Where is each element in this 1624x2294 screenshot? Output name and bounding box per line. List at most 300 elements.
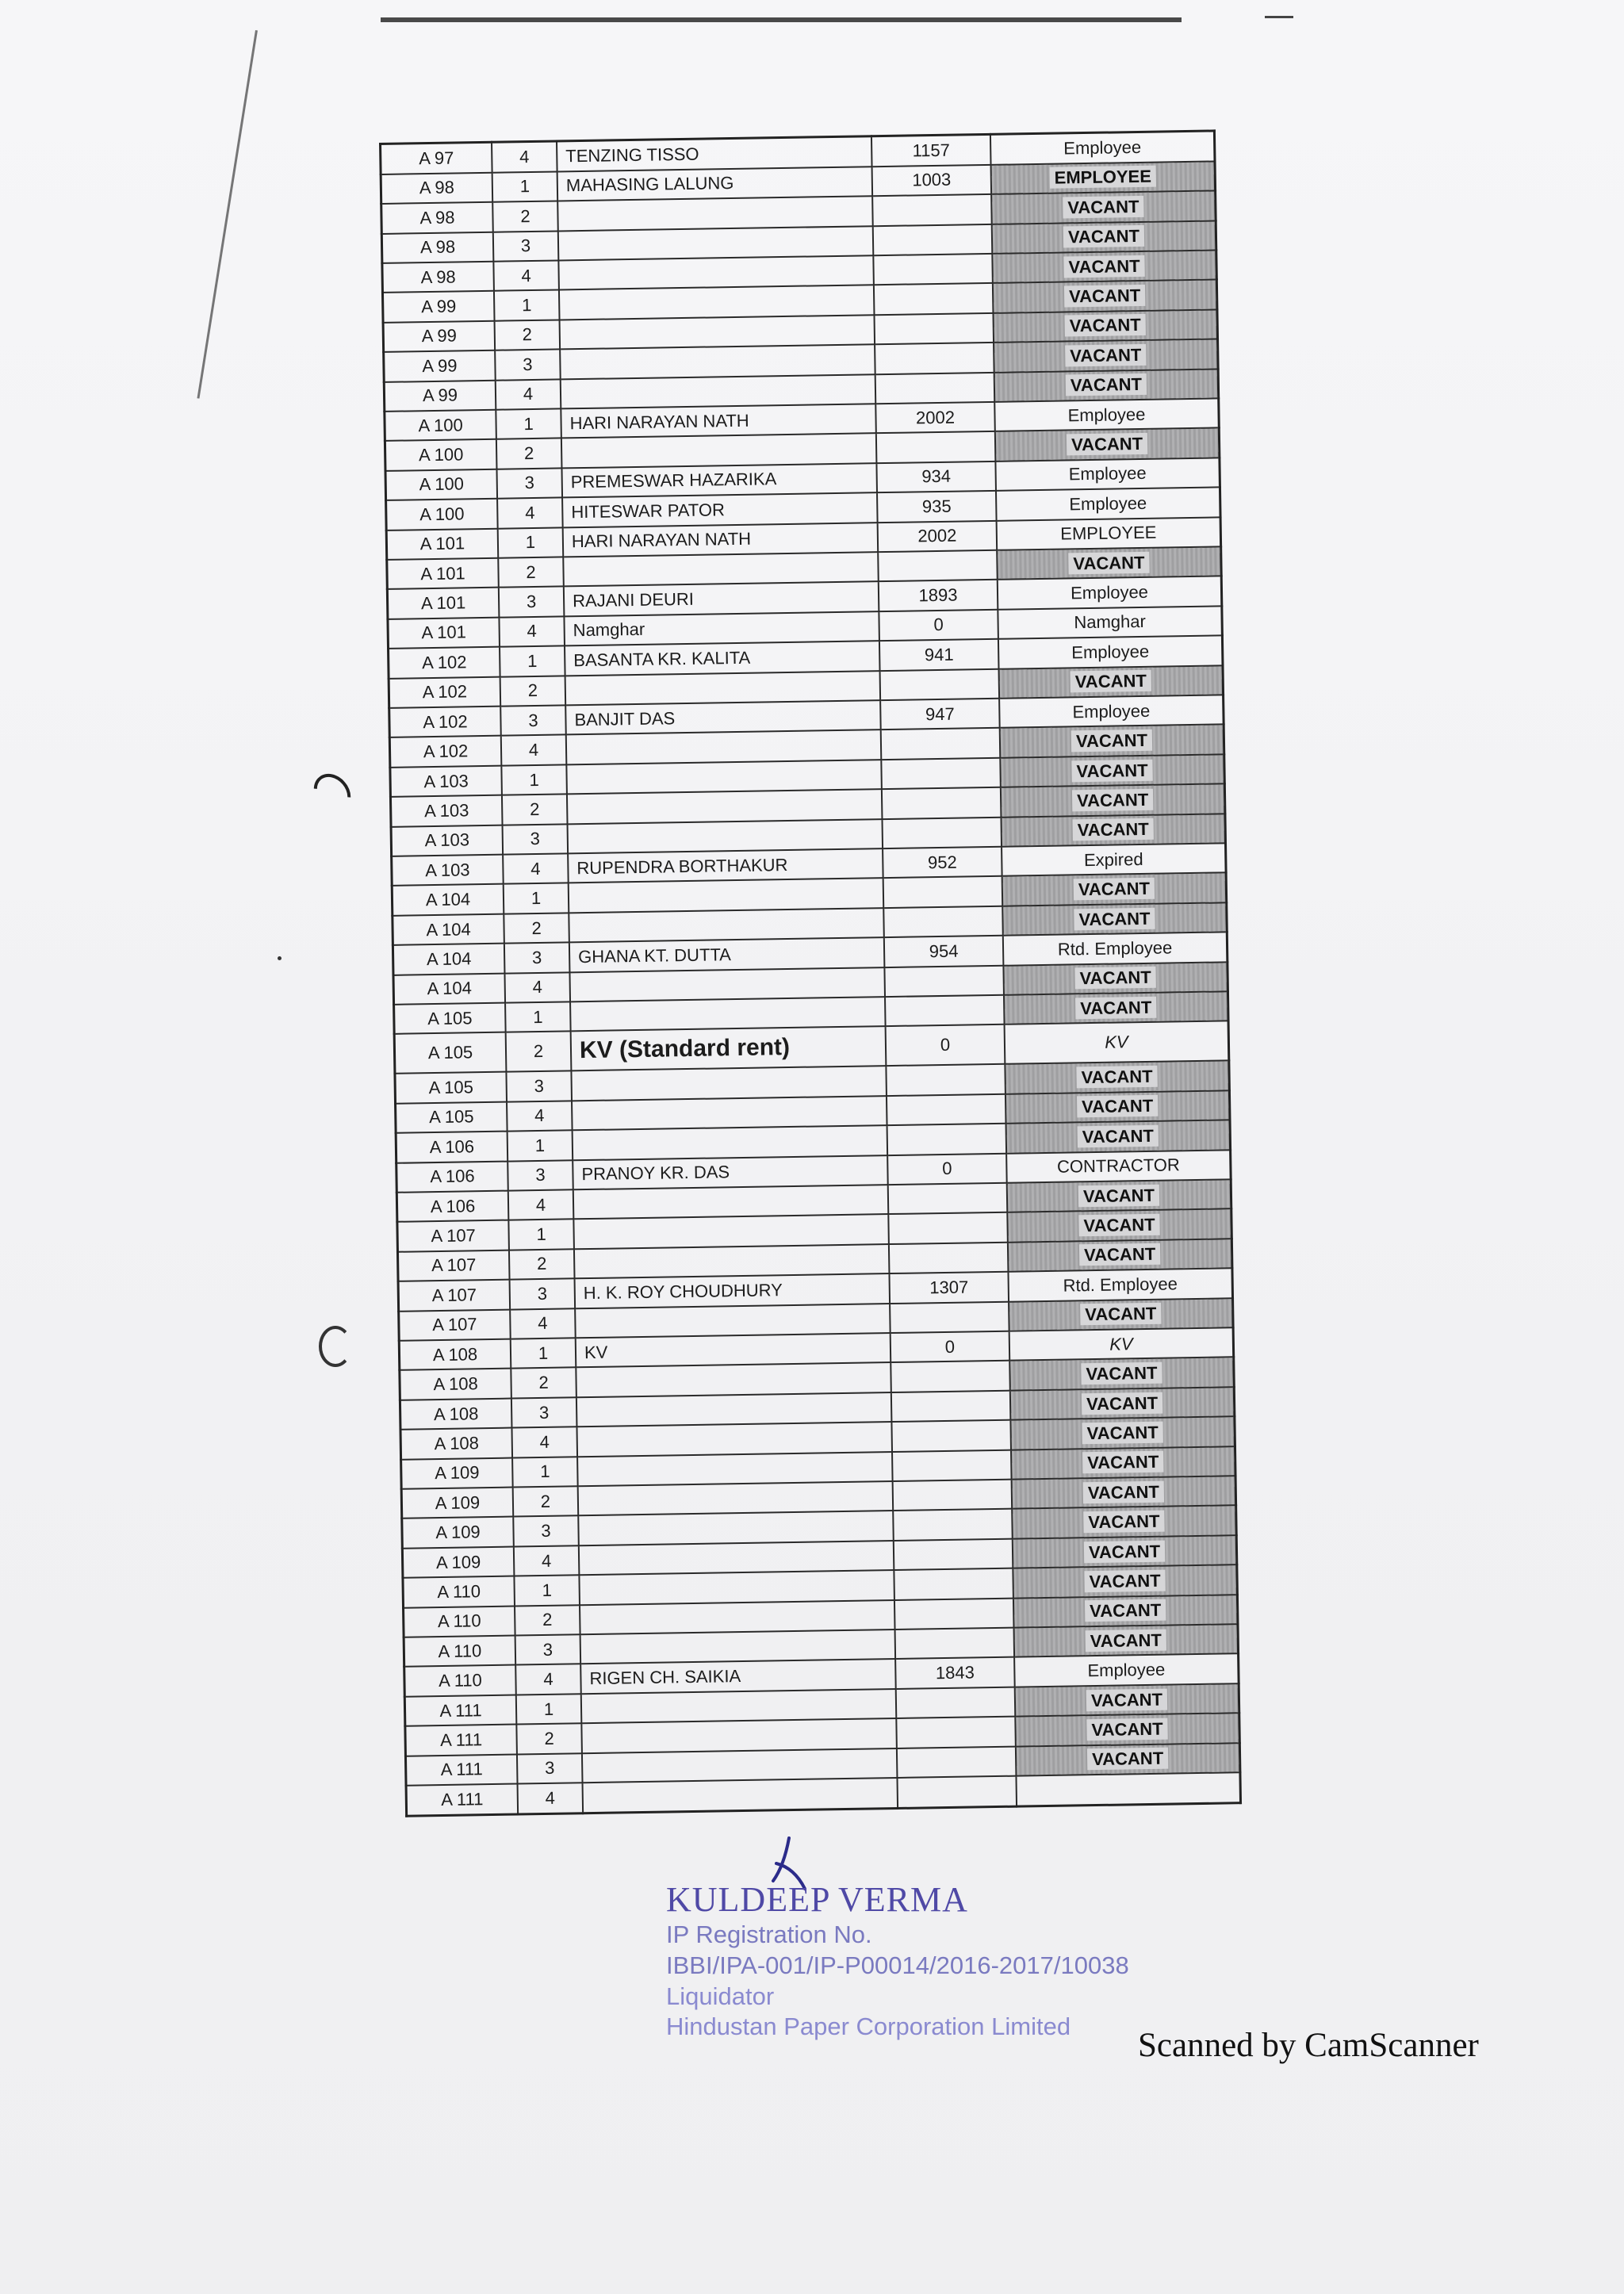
row-flat-number: 1	[512, 1457, 578, 1488]
row-flat-number: 4	[496, 379, 561, 410]
row-flat-number: 2	[496, 439, 562, 469]
row-occupant-name	[569, 967, 885, 1002]
row-occupant-name	[558, 226, 874, 261]
row-code	[882, 787, 1002, 819]
row-status: Employee	[990, 131, 1215, 165]
row-code	[890, 1301, 1009, 1333]
row-occupant-name	[581, 1718, 897, 1753]
row-flat-number: 3	[495, 350, 561, 381]
status-label: VACANT	[1082, 1422, 1162, 1445]
row-code: 1003	[872, 165, 992, 197]
row-block: A 101	[388, 617, 500, 649]
status-label: VACANT	[1063, 255, 1144, 278]
row-block: A 103	[390, 795, 502, 827]
row-block: A 110	[404, 1606, 515, 1637]
row-occupant-name	[565, 671, 881, 706]
status-label: VACANT	[1074, 907, 1155, 930]
row-flat-number: 1	[505, 1001, 571, 1032]
row-code: 941	[879, 639, 999, 671]
row-occupant-name: MAHASING LALUNG	[557, 167, 873, 201]
row-status	[1009, 1358, 1234, 1391]
status-label: VACANT	[1063, 196, 1143, 219]
row-status	[1005, 1090, 1230, 1124]
status-label: VACANT	[1086, 1688, 1167, 1711]
row-flat-number: 2	[500, 676, 566, 707]
row-status	[1007, 1209, 1231, 1243]
row-block: A 99	[383, 320, 495, 352]
row-code: 2002	[878, 520, 998, 552]
row-flat-number: 3	[499, 587, 565, 618]
row-block: A 98	[381, 202, 493, 234]
row-flat-number: 1	[516, 1694, 582, 1725]
row-code	[894, 1568, 1013, 1600]
row-block: A 98	[382, 262, 494, 293]
row-code: 1307	[889, 1272, 1009, 1304]
row-code	[882, 817, 1002, 848]
row-code	[873, 254, 993, 285]
row-occupant-name	[576, 1422, 892, 1457]
row-occupant-name	[569, 908, 884, 943]
row-block: A 111	[406, 1784, 518, 1817]
row-block: A 104	[392, 884, 504, 916]
page-top-edge	[381, 17, 1182, 22]
row-occupant-name	[574, 1244, 890, 1279]
row-block: A 99	[384, 380, 496, 412]
row-block: A 97	[381, 142, 492, 174]
row-status	[1012, 1476, 1236, 1509]
quarters-table	[379, 129, 1242, 1817]
row-occupant-name	[563, 552, 879, 587]
row-status	[993, 309, 1217, 343]
row-flat-number: 4	[493, 260, 559, 291]
row-occupant-name	[578, 1481, 894, 1516]
row-flat-number: 3	[493, 231, 559, 262]
row-flat-number: 3	[515, 1634, 581, 1665]
row-occupant-name: TENZING TISSO	[557, 136, 872, 171]
row-block: A 111	[404, 1695, 516, 1726]
row-status: Employee	[996, 488, 1220, 521]
row-block: A 98	[381, 232, 493, 263]
row-code	[888, 1183, 1008, 1215]
row-block: A 108	[399, 1339, 511, 1371]
row-status	[1012, 1506, 1236, 1539]
row-status	[997, 546, 1221, 580]
row-flat-number: 2	[504, 913, 569, 944]
row-block: A 99	[382, 291, 494, 323]
row-status	[1004, 991, 1228, 1024]
row-code: 0	[886, 1024, 1005, 1066]
row-code	[891, 1420, 1011, 1452]
row-status	[1008, 1239, 1232, 1272]
row-code	[872, 194, 992, 226]
status-label: VACANT	[1077, 1095, 1158, 1118]
stamp-company: Hindustan Paper Corporation Limited	[666, 2013, 1071, 2041]
status-label: VACANT	[1084, 1570, 1165, 1593]
row-block: A 105	[395, 1072, 507, 1104]
row-code	[894, 1598, 1014, 1630]
row-flat-number: 1	[501, 764, 567, 795]
row-flat-number: 3	[511, 1397, 577, 1428]
row-block: A 107	[397, 1220, 509, 1252]
row-block: A 111	[405, 1754, 517, 1786]
row-status	[1000, 725, 1224, 758]
row-code	[874, 283, 994, 315]
row-status	[1009, 1298, 1233, 1331]
row-block: A 107	[398, 1280, 510, 1312]
row-status	[991, 191, 1216, 224]
row-flat-number: 4	[514, 1545, 580, 1576]
row-occupant-name: HARI NARAYAN NATH	[563, 523, 879, 557]
row-status	[1015, 1683, 1239, 1717]
row-occupant-name	[576, 1362, 891, 1397]
row-block: A 109	[402, 1517, 514, 1549]
row-flat-number: 1	[508, 1130, 573, 1161]
row-occupant-name	[579, 1541, 894, 1576]
row-status: Employee	[995, 458, 1220, 491]
row-flat-number: 2	[513, 1486, 579, 1517]
status-label: EMPLOYEE	[1049, 166, 1156, 189]
row-block: A 103	[392, 855, 504, 887]
status-label: VACANT	[1086, 1629, 1166, 1652]
status-label: VACANT	[1063, 225, 1144, 248]
row-occupant-name: BANJIT DAS	[565, 700, 881, 735]
row-occupant-name: PREMESWAR HAZARIKA	[561, 463, 877, 498]
row-flat-number: 4	[515, 1664, 581, 1695]
row-status	[992, 220, 1216, 254]
row-flat-number: 3	[508, 1160, 573, 1191]
row-code: 0	[891, 1331, 1010, 1363]
status-label: VACANT	[1073, 818, 1154, 841]
row-flat-number: 4	[507, 1101, 573, 1132]
row-block: A 106	[396, 1132, 508, 1163]
stamp-reg-label: IP Registration No.	[666, 1921, 872, 1948]
row-flat-number: 2	[492, 201, 558, 232]
row-occupant-name: RAJANI DEURI	[564, 582, 879, 617]
row-status	[1013, 1535, 1237, 1568]
row-occupant-name	[567, 789, 883, 824]
row-code	[887, 1093, 1006, 1125]
row-code	[878, 550, 998, 582]
row-status: CONTRACTOR	[1006, 1150, 1231, 1183]
row-flat-number: 3	[496, 468, 562, 499]
status-label: VACANT	[1082, 1392, 1162, 1415]
row-block: A 100	[385, 469, 497, 500]
row-flat-number: 4	[492, 141, 557, 172]
row-flat-number: 2	[515, 1605, 580, 1636]
row-status	[994, 339, 1218, 373]
status-label: VACANT	[1071, 670, 1151, 693]
row-code	[887, 1124, 1007, 1155]
row-flat-number: 3	[504, 943, 570, 974]
row-block: A 101	[387, 588, 499, 619]
row-flat-number: 2	[509, 1249, 575, 1280]
row-code	[875, 343, 994, 374]
row-code	[889, 1242, 1009, 1273]
row-status	[1014, 1624, 1239, 1657]
row-flat-number: 2	[495, 320, 561, 350]
row-occupant-name	[572, 1096, 887, 1131]
status-label: VACANT	[1068, 551, 1149, 574]
row-block: A 100	[385, 410, 496, 442]
row-block: A 109	[401, 1488, 513, 1519]
row-flat-number: 1	[498, 527, 564, 558]
row-flat-number: 4	[503, 853, 569, 884]
row-occupant-name	[579, 1570, 894, 1605]
quarters-table-body	[381, 131, 1241, 1816]
row-status	[1013, 1564, 1237, 1598]
row-block: A 111	[405, 1725, 517, 1756]
row-block: A 105	[394, 1003, 506, 1035]
stamp-reg-number: IBBI/IPA-001/IP-P00014/2016-2017/10038	[666, 1951, 1129, 1979]
row-code: 947	[880, 699, 1000, 730]
row-code: 2002	[875, 402, 995, 434]
row-occupant-name	[575, 1304, 891, 1338]
row-occupant-name: PRANOY KR. DAS	[573, 1155, 888, 1190]
row-occupant-name: RIGEN CH. SAIKIA	[580, 1659, 896, 1694]
row-occupant-name: GHANA KT. DUTTA	[569, 937, 885, 972]
row-status	[1000, 754, 1224, 787]
row-occupant-name: HITESWAR PATOR	[562, 492, 878, 527]
row-block: A 110	[404, 1665, 516, 1697]
row-code: 0	[887, 1153, 1007, 1185]
row-status: Employee	[994, 398, 1219, 431]
row-status	[1003, 962, 1228, 995]
row-occupant-name	[559, 285, 875, 320]
row-flat-number: 1	[492, 171, 558, 202]
status-label: VACANT	[1074, 878, 1155, 901]
row-occupant-name: H. K. ROY CHOUDHURY	[575, 1273, 891, 1308]
row-code	[897, 1746, 1017, 1778]
row-status: EMPLOYEE	[997, 517, 1221, 550]
row-code	[895, 1628, 1015, 1660]
row-occupant-name	[568, 819, 883, 854]
page-fold-line	[197, 30, 257, 399]
row-status	[1001, 814, 1225, 847]
status-label: VACANT	[1066, 373, 1147, 396]
status-label: VACANT	[1083, 1511, 1164, 1534]
row-code	[880, 668, 1000, 700]
row-block: A 109	[401, 1457, 513, 1489]
row-status	[994, 369, 1219, 402]
row-status	[1006, 1120, 1231, 1153]
row-flat-number: 3	[500, 705, 566, 736]
row-occupant-name: KV	[576, 1333, 891, 1368]
row-block: A 103	[391, 825, 503, 856]
status-label: VACANT	[1074, 967, 1155, 990]
row-block: A 109	[402, 1546, 514, 1578]
row-flat-number: 4	[499, 616, 565, 647]
row-flat-number: 3	[510, 1278, 576, 1309]
row-flat-number: 4	[508, 1189, 574, 1220]
status-label: VACANT	[1078, 1125, 1159, 1148]
row-status: KV	[1009, 1327, 1234, 1361]
row-flat-number: 1	[500, 646, 565, 677]
row-code	[891, 1391, 1011, 1423]
row-occupant-name	[573, 1185, 889, 1220]
row-code	[897, 1776, 1017, 1809]
row-status	[1016, 1772, 1240, 1806]
row-code	[894, 1539, 1013, 1571]
row-flat-number: 3	[506, 1071, 572, 1102]
row-block: A 99	[384, 350, 496, 382]
row-status	[995, 428, 1220, 461]
punch-hole-icon	[319, 1326, 352, 1367]
row-code	[896, 1687, 1016, 1719]
row-occupant-name	[560, 344, 875, 379]
row-occupant-name	[569, 879, 884, 913]
row-status: Namghar	[998, 606, 1222, 639]
row-block: A 100	[385, 439, 496, 471]
row-code: 935	[877, 491, 997, 523]
row-status	[1002, 902, 1227, 936]
status-label: VACANT	[1078, 1184, 1159, 1207]
row-block: A 110	[404, 1636, 515, 1668]
row-code	[874, 313, 994, 345]
row-status	[1005, 1061, 1229, 1094]
status-label: VACANT	[1087, 1748, 1168, 1771]
row-occupant-name	[578, 1511, 894, 1545]
quarters-table-wrap	[379, 129, 1242, 1817]
row-status: Rtd. Employee	[1003, 933, 1228, 966]
row-code	[883, 906, 1003, 938]
row-status: Employee	[998, 576, 1222, 610]
row-occupant-name	[576, 1392, 892, 1427]
row-flat-number: 4	[510, 1308, 576, 1339]
status-label: VACANT	[1067, 433, 1147, 456]
row-occupant-name	[583, 1778, 898, 1813]
row-flat-number: 3	[513, 1516, 579, 1547]
row-flat-number: 3	[503, 824, 569, 855]
row-code	[881, 728, 1001, 760]
row-block: A 102	[389, 647, 500, 679]
row-status: Employee	[1014, 1654, 1239, 1687]
row-code: 952	[883, 847, 1002, 879]
row-code	[896, 1717, 1016, 1748]
row-block: A 107	[399, 1309, 511, 1341]
status-label: VACANT	[1084, 1540, 1165, 1563]
status-label: VACANT	[1065, 344, 1146, 367]
row-status	[993, 280, 1217, 313]
row-occupant-name: HARI NARAYAN NATH	[561, 404, 876, 439]
row-status: KV	[1005, 1021, 1229, 1064]
row-occupant-name	[558, 255, 874, 290]
row-occupant-name	[577, 1452, 893, 1487]
status-label: VACANT	[1079, 1243, 1160, 1266]
row-flat-number: 2	[498, 557, 564, 588]
row-code	[883, 876, 1003, 908]
row-occupant-name	[580, 1630, 896, 1664]
row-code	[893, 1480, 1013, 1511]
status-label: VACANT	[1083, 1480, 1164, 1503]
row-occupant-name	[561, 374, 876, 409]
row-code: 954	[884, 936, 1004, 967]
status-label: VACANT	[1071, 730, 1152, 753]
row-status	[1007, 1179, 1231, 1212]
row-status	[1010, 1416, 1235, 1450]
row-code: 1843	[895, 1657, 1015, 1689]
status-label: VACANT	[1072, 789, 1153, 812]
status-label: VACANT	[1082, 1451, 1163, 1474]
row-flat-number: 2	[506, 1032, 572, 1072]
row-status: Employee	[999, 695, 1224, 728]
row-status	[1002, 873, 1227, 906]
row-status: Rtd. Employee	[1008, 1268, 1232, 1301]
row-occupant-name	[573, 1125, 888, 1160]
row-status	[1013, 1595, 1238, 1628]
liquidator-stamp	[666, 1879, 1129, 2043]
row-occupant-name	[580, 1600, 895, 1635]
row-code	[886, 1064, 1005, 1096]
row-code	[873, 224, 993, 255]
row-occupant-name	[571, 1066, 887, 1101]
row-flat-number: 4	[497, 498, 563, 529]
row-code	[892, 1450, 1012, 1481]
row-flat-number: 1	[508, 1220, 574, 1250]
status-label: VACANT	[1071, 759, 1152, 782]
row-occupant-name	[582, 1748, 898, 1783]
row-occupant-name	[570, 997, 886, 1032]
status-label: VACANT	[1086, 1718, 1167, 1741]
status-label: VACANT	[1081, 1362, 1162, 1385]
row-block: A 101	[387, 558, 499, 590]
row-code	[875, 372, 995, 404]
row-status	[991, 161, 1216, 194]
row-code: 934	[876, 461, 996, 493]
row-occupant-name	[557, 196, 873, 231]
row-flat-number: 1	[511, 1338, 576, 1369]
row-flat-number: 2	[511, 1368, 576, 1399]
row-code	[888, 1212, 1008, 1244]
row-occupant-name	[561, 434, 877, 469]
row-block: A 106	[396, 1191, 508, 1223]
row-block: A 102	[389, 736, 501, 768]
row-occupant-name	[566, 730, 882, 765]
stamp-name: KULDEEP VERMA	[666, 1880, 968, 1919]
row-status	[1015, 1713, 1239, 1746]
row-code	[884, 965, 1004, 997]
row-flat-number: 3	[517, 1753, 583, 1784]
speck-mark	[278, 956, 282, 960]
row-flat-number: 2	[516, 1724, 582, 1755]
row-code	[881, 758, 1001, 790]
status-label: VACANT	[1065, 314, 1146, 337]
row-status	[1016, 1743, 1240, 1776]
row-flat-number: 1	[504, 883, 569, 914]
row-flat-number: 2	[502, 795, 568, 825]
row-block: A 104	[393, 944, 504, 975]
row-block: A 105	[396, 1101, 508, 1133]
row-flat-number: 1	[514, 1576, 580, 1607]
row-status	[999, 665, 1224, 699]
row-occupant-name	[573, 1214, 889, 1249]
row-code: 1157	[871, 134, 991, 167]
status-label: VACANT	[1078, 1214, 1159, 1237]
row-flat-number: 4	[501, 735, 567, 766]
status-label: VACANT	[1076, 1066, 1157, 1089]
row-occupant-name	[566, 760, 882, 795]
row-flat-number: 4	[511, 1427, 577, 1458]
row-block: A 108	[400, 1428, 512, 1460]
row-block: A 105	[394, 1032, 506, 1074]
row-block: A 107	[397, 1250, 509, 1281]
row-occupant-name: BASANTA KR. KALITA	[565, 641, 880, 676]
row-status	[1010, 1387, 1235, 1420]
stamp-role: Liquidator	[666, 1982, 775, 2010]
row-status	[1011, 1446, 1235, 1480]
status-label: VACANT	[1064, 285, 1145, 308]
page-top-edge-mark	[1265, 16, 1293, 18]
row-code	[876, 431, 996, 463]
